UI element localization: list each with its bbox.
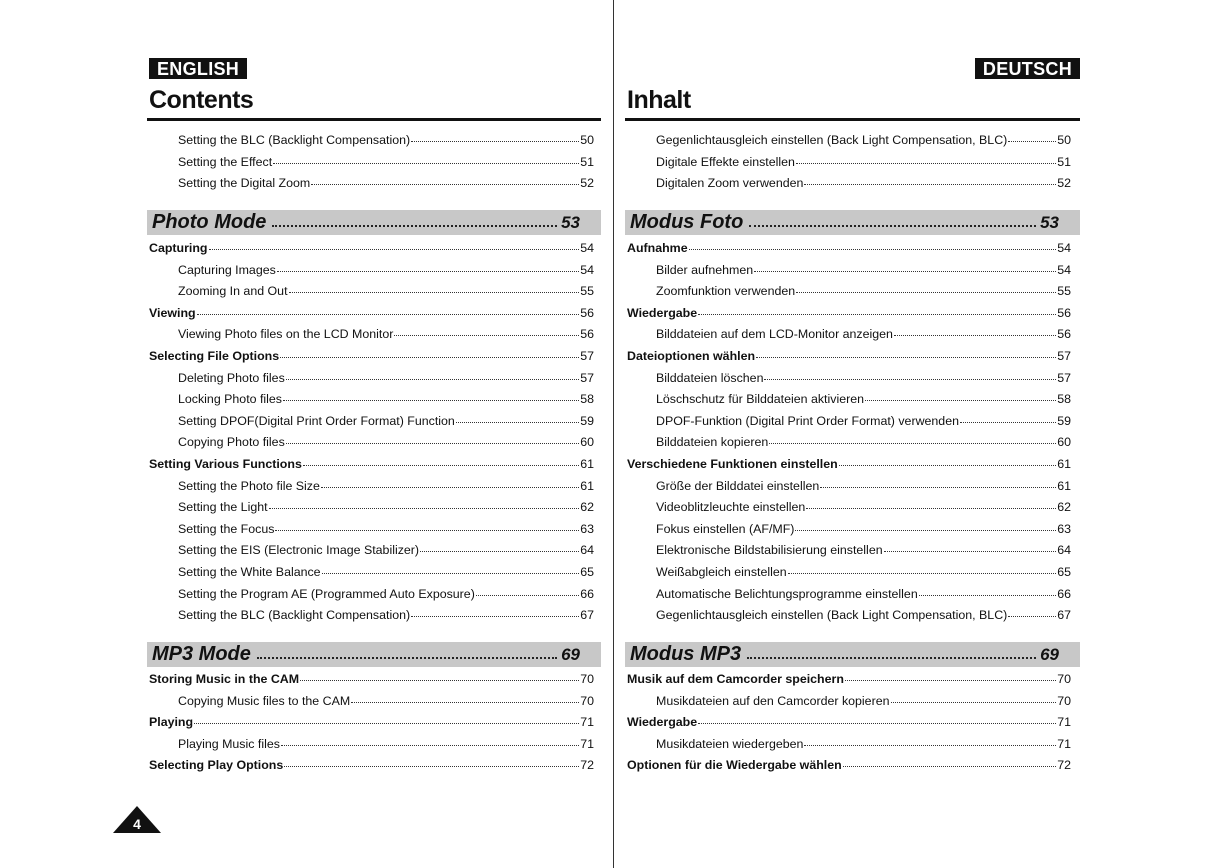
section-header-modus-mp3[interactable] xyxy=(625,642,1080,667)
toc-entry-text: DPOF-Funktion (Digital Print Order Format) verwenden xyxy=(656,413,959,428)
toc-entry-page: 50 xyxy=(580,133,594,147)
dot-leader xyxy=(257,657,557,659)
toc-entry-sub[interactable] xyxy=(149,605,594,627)
toc-entry-page: 71 xyxy=(1057,715,1071,730)
toc-entry-page: 62 xyxy=(1057,500,1071,515)
toc-entry-page: 54 xyxy=(580,241,594,255)
toc-entry-sub[interactable] xyxy=(149,324,594,346)
toc-entry-main[interactable] xyxy=(627,346,1071,368)
dot-leader xyxy=(300,680,579,681)
toc-entry-text: Bilder aufnehmen xyxy=(656,262,754,277)
toc-list xyxy=(627,669,1071,777)
toc-entry-page: 57 xyxy=(1057,348,1071,363)
toc-entry-text: Setting the Digital Zoom xyxy=(178,176,311,191)
dot-leader xyxy=(281,745,579,746)
dot-leader xyxy=(411,141,579,142)
toc-entry-main[interactable] xyxy=(149,669,594,691)
toc-entry-page: 52 xyxy=(1057,176,1071,191)
dot-leader xyxy=(960,422,1056,423)
toc-entry-text: Digitale Effekte einstellen xyxy=(656,154,795,169)
section-title: Modus MP3 xyxy=(630,643,742,665)
toc-entry-page: 65 xyxy=(1057,564,1071,579)
toc-entry-page: 51 xyxy=(1057,154,1071,169)
toc-entry-sub[interactable] xyxy=(627,324,1071,346)
toc-entry-page: 71 xyxy=(580,715,594,730)
toc-entry-text: Löschschutz für Bilddateien aktivieren xyxy=(656,392,865,407)
toc-entry-page: 57 xyxy=(580,370,594,385)
dot-leader xyxy=(796,292,1056,293)
section-header-mp3-mode[interactable] xyxy=(147,642,601,667)
toc-entry-page: 56 xyxy=(580,305,594,320)
dot-leader xyxy=(269,508,580,509)
dot-leader xyxy=(197,314,580,315)
dot-leader xyxy=(456,422,579,423)
toc-entry-sub[interactable] xyxy=(627,389,1071,411)
toc-list xyxy=(627,238,1071,627)
toc-entry-main[interactable] xyxy=(627,712,1071,734)
dot-leader xyxy=(275,530,579,531)
toc-entry-text: Automatische Belichtungsprogramme einstellen xyxy=(656,586,918,601)
toc-entry-text: Locking Photo files xyxy=(178,392,283,407)
dot-leader xyxy=(839,465,1057,466)
toc-entry-page: 63 xyxy=(1057,521,1071,536)
toc-entry-text: Bilddateien löschen xyxy=(656,370,764,385)
dot-leader xyxy=(689,249,1057,250)
dot-leader xyxy=(411,616,579,617)
toc-entry-sub[interactable] xyxy=(627,497,1071,519)
dot-leader xyxy=(891,702,1057,703)
toc-entry-page: 50 xyxy=(1057,133,1071,147)
column-divider xyxy=(613,0,614,868)
dot-leader xyxy=(286,379,579,380)
toc-entry-text: Setting the Program AE (Programmed Auto Exposure) xyxy=(178,586,475,601)
toc-entry-page: 61 xyxy=(1057,456,1071,471)
toc-entry-sub[interactable] xyxy=(149,152,594,174)
toc-entry-text: Elektronische Bildstabilisierung einstellen xyxy=(656,543,883,558)
toc-entry-page: 58 xyxy=(580,392,594,407)
toc-entry-page: 65 xyxy=(580,564,594,579)
section-page: 53 xyxy=(1040,212,1059,232)
page-number-marker xyxy=(113,806,161,834)
toc-entry-page: 70 xyxy=(1057,672,1071,686)
toc-entry-text: Musik auf dem Camcorder speichern xyxy=(627,672,844,686)
toc-entry-text: Setting the Photo file Size xyxy=(178,478,320,493)
toc-entry-main[interactable] xyxy=(627,669,1071,691)
toc-entry-page: 72 xyxy=(1057,758,1071,773)
toc-entry-page: 54 xyxy=(1057,241,1071,255)
dot-leader xyxy=(919,595,1056,596)
toc-entry-text: Viewing Photo files on the LCD Monitor xyxy=(178,327,394,342)
toc-entry-page: 71 xyxy=(1057,736,1071,751)
toc-entry-sub[interactable] xyxy=(149,476,594,498)
dot-leader xyxy=(351,702,579,703)
toc-entry-page: 71 xyxy=(580,736,594,751)
toc-entry-main[interactable] xyxy=(149,346,594,368)
dot-leader xyxy=(321,487,579,488)
dot-leader xyxy=(273,163,579,164)
toc-entry-main[interactable] xyxy=(149,712,594,734)
toc-list xyxy=(627,130,1071,195)
dot-leader xyxy=(394,335,579,336)
toc-entry-page: 61 xyxy=(1057,478,1071,493)
section-header-modus-foto[interactable] xyxy=(625,210,1080,235)
toc-entry-sub[interactable] xyxy=(149,281,594,303)
toc-entry-main[interactable] xyxy=(149,238,594,260)
dot-leader xyxy=(894,335,1056,336)
toc-entry-sub[interactable] xyxy=(627,368,1071,390)
toc-entry-sub[interactable] xyxy=(149,584,594,606)
toc-entry-sub[interactable] xyxy=(627,734,1071,756)
toc-entry-text: Aufnahme xyxy=(627,241,688,255)
toc-entry-text: Wiedergabe xyxy=(627,305,698,320)
toc-entry-sub[interactable] xyxy=(149,260,594,282)
section-page: 53 xyxy=(561,212,580,232)
toc-list xyxy=(149,238,594,627)
toc-entry-text: Copying Music files to the CAM xyxy=(178,693,351,708)
toc-entry-text: Setting the EIS (Electronic Image Stabilizer) xyxy=(178,543,420,558)
dot-leader xyxy=(806,508,1056,509)
toc-entry-text: Capturing Images xyxy=(178,262,276,277)
page-title-inhalt: Inhalt xyxy=(627,86,691,114)
toc-entry-main[interactable] xyxy=(627,303,1071,325)
section-header-photo-mode[interactable] xyxy=(147,210,601,235)
toc-entry-text: Dateioptionen wählen xyxy=(627,348,756,363)
toc-entry-page: 55 xyxy=(580,284,594,299)
toc-entry-page: 61 xyxy=(580,478,594,493)
toc-entry-text: Playing Music files xyxy=(178,736,280,751)
dot-leader xyxy=(820,487,1056,488)
toc-entry-text: Musikdateien wiedergeben xyxy=(656,736,804,751)
section-page: 69 xyxy=(561,644,580,664)
toc-entry-page: 61 xyxy=(580,456,594,471)
toc-entry-page: 57 xyxy=(1057,370,1071,385)
toc-entry-sub[interactable] xyxy=(149,497,594,519)
dot-leader xyxy=(698,314,1056,315)
toc-entry-sub[interactable] xyxy=(627,260,1071,282)
title-rule xyxy=(147,118,601,121)
toc-entry-text: Größe der Bilddatei einstellen xyxy=(656,478,820,493)
toc-entry-sub[interactable] xyxy=(627,411,1071,433)
dot-leader xyxy=(283,400,579,401)
toc-entry-text: Playing xyxy=(149,715,194,730)
toc-entry-main[interactable] xyxy=(627,454,1071,476)
toc-entry-text: Digitalen Zoom verwenden xyxy=(656,176,804,191)
title-rule xyxy=(625,118,1080,121)
section-title: MP3 Mode xyxy=(152,643,251,665)
toc-entry-page: 70 xyxy=(580,693,594,708)
toc-entry-sub[interactable] xyxy=(627,519,1071,541)
toc-entry-main[interactable] xyxy=(149,755,594,777)
toc-entry-text: Verschiedene Funktionen einstellen xyxy=(627,456,838,471)
dot-leader xyxy=(420,551,579,552)
toc-entry-sub[interactable] xyxy=(627,540,1071,562)
dot-leader xyxy=(756,357,1056,358)
toc-entry-text: Setting the Focus xyxy=(178,521,275,536)
dot-leader xyxy=(769,443,1056,444)
toc-entry-sub[interactable] xyxy=(627,152,1071,174)
toc-entry-page: 70 xyxy=(1057,693,1071,708)
language-badge-deutsch: DEUTSCH xyxy=(975,58,1080,79)
toc-entry-text: Selecting File Options xyxy=(149,348,280,363)
dot-leader xyxy=(284,766,579,767)
toc-entry-sub[interactable] xyxy=(627,584,1071,606)
toc-entry-text: Fokus einstellen (AF/MF) xyxy=(656,521,795,536)
dot-leader xyxy=(749,225,1036,227)
toc-entry-sub[interactable] xyxy=(627,173,1071,195)
dot-leader xyxy=(884,551,1057,552)
dot-leader xyxy=(289,292,580,293)
toc-entry-text: Zoomfunktion verwenden xyxy=(656,284,796,299)
toc-entry-sub[interactable] xyxy=(627,476,1071,498)
section-page: 69 xyxy=(1040,644,1059,664)
toc-entry-sub[interactable] xyxy=(149,389,594,411)
toc-entry-page: 66 xyxy=(1057,586,1071,601)
toc-entry-page: 72 xyxy=(580,758,594,773)
toc-entry-text: Setting Various Functions xyxy=(149,456,302,471)
toc-entry-text: Storing Music in the CAM xyxy=(149,672,300,686)
toc-entry-sub[interactable] xyxy=(149,368,594,390)
dot-leader xyxy=(194,723,579,724)
toc-entry-sub[interactable] xyxy=(149,691,594,713)
toc-entry-sub[interactable] xyxy=(149,130,594,152)
page-number: 4 xyxy=(133,816,141,832)
dot-leader xyxy=(1008,616,1056,617)
dot-leader xyxy=(277,271,579,272)
dot-leader xyxy=(747,657,1036,659)
toc-entry-sub[interactable] xyxy=(149,411,594,433)
dot-leader xyxy=(764,379,1056,380)
toc-entry-page: 60 xyxy=(1057,435,1071,450)
toc-entry-main[interactable] xyxy=(627,238,1071,260)
dot-leader xyxy=(280,357,579,358)
toc-entry-page: 56 xyxy=(580,327,594,342)
toc-entry-text: Gegenlichtausgleich einstellen (Back Light Compensation, BLC) xyxy=(656,133,1008,147)
toc-list xyxy=(149,130,594,195)
page-title-contents: Contents xyxy=(149,86,254,114)
dot-leader xyxy=(311,184,579,185)
dot-leader xyxy=(286,443,579,444)
toc-entry-page: 64 xyxy=(580,543,594,558)
toc-entry-sub[interactable] xyxy=(149,173,594,195)
toc-entry-main[interactable] xyxy=(149,454,594,476)
dot-leader xyxy=(843,766,1057,767)
toc-entry-text: Deleting Photo files xyxy=(178,370,285,385)
toc-entry-page: 67 xyxy=(1057,608,1071,623)
dot-leader xyxy=(865,400,1056,401)
toc-entry-page: 51 xyxy=(580,154,594,169)
toc-entry-main[interactable] xyxy=(627,755,1071,777)
language-badge-english: ENGLISH xyxy=(149,58,247,79)
toc-entry-sub[interactable] xyxy=(149,562,594,584)
toc-entry-sub[interactable] xyxy=(149,519,594,541)
toc-entry-page: 56 xyxy=(1057,327,1071,342)
toc-entry-sub[interactable] xyxy=(149,540,594,562)
toc-entry-main[interactable] xyxy=(149,303,594,325)
dot-leader xyxy=(1008,141,1056,142)
toc-entry-page: 60 xyxy=(580,435,594,450)
toc-entry-page: 56 xyxy=(1057,305,1071,320)
toc-entry-text: Weißabgleich einstellen xyxy=(656,564,787,579)
dot-leader xyxy=(476,595,579,596)
toc-entry-text: Selecting Play Options xyxy=(149,758,284,773)
dot-leader xyxy=(272,225,557,227)
toc-entry-text: Setting the Effect xyxy=(178,154,273,169)
dot-leader xyxy=(804,184,1056,185)
toc-entry-text: Setting the BLC (Backlight Compensation) xyxy=(178,608,411,623)
toc-entry-text: Optionen für die Wiedergabe wählen xyxy=(627,758,842,773)
toc-entry-page: 62 xyxy=(580,500,594,515)
toc-entry-page: 59 xyxy=(580,413,594,428)
dot-leader xyxy=(795,530,1056,531)
toc-list xyxy=(149,669,594,777)
dot-leader xyxy=(698,723,1056,724)
toc-entry-text: Musikdateien auf den Camcorder kopieren xyxy=(656,693,890,708)
toc-entry-text: Gegenlichtausgleich einstellen (Back Light Compensation, BLC) xyxy=(656,608,1008,623)
toc-entry-page: 63 xyxy=(580,521,594,536)
dot-leader xyxy=(209,249,580,250)
toc-entry-text: Bilddateien kopieren xyxy=(656,435,769,450)
toc-entry-page: 54 xyxy=(1057,262,1071,277)
toc-entry-text: Setting the White Balance xyxy=(178,564,321,579)
toc-entry-page: 67 xyxy=(580,608,594,623)
toc-entry-page: 52 xyxy=(580,176,594,191)
toc-entry-text: Zooming In and Out xyxy=(178,284,288,299)
toc-entry-page: 59 xyxy=(1057,413,1071,428)
toc-entry-page: 66 xyxy=(580,586,594,601)
toc-entry-text: Videoblitzleuchte einstellen xyxy=(656,500,806,515)
toc-entry-sub[interactable] xyxy=(627,281,1071,303)
section-title: Photo Mode xyxy=(152,211,267,233)
toc-entry-page: 64 xyxy=(1057,543,1071,558)
toc-entry-text: Setting the Light xyxy=(178,500,268,515)
toc-entry-sub[interactable] xyxy=(149,734,594,756)
toc-entry-page: 58 xyxy=(1057,392,1071,407)
toc-entry-text: Setting the BLC (Backlight Compensation) xyxy=(178,133,411,147)
toc-entry-page: 70 xyxy=(580,672,594,686)
toc-entry-page: 57 xyxy=(580,348,594,363)
toc-entry-text: Copying Photo files xyxy=(178,435,285,450)
toc-entry-text: Bilddateien auf dem LCD-Monitor anzeigen xyxy=(656,327,893,342)
toc-entry-sub[interactable] xyxy=(149,432,594,454)
dot-leader xyxy=(754,271,1056,272)
toc-entry-page: 54 xyxy=(580,262,594,277)
toc-entry-text: Viewing xyxy=(149,305,196,320)
toc-entry-text: Setting DPOF(Digital Print Order Format) Function xyxy=(178,413,455,428)
toc-entry-sub[interactable] xyxy=(627,691,1071,713)
dot-leader xyxy=(788,573,1057,574)
toc-entry-sub[interactable] xyxy=(627,130,1071,152)
section-title: Modus Foto xyxy=(630,211,744,233)
toc-entry-sub[interactable] xyxy=(627,562,1071,584)
toc-entry-text: Capturing xyxy=(149,241,208,255)
dot-leader xyxy=(303,465,579,466)
dot-leader xyxy=(804,745,1056,746)
dot-leader xyxy=(845,680,1056,681)
toc-entry-page: 55 xyxy=(1057,284,1071,299)
toc-entry-sub[interactable] xyxy=(627,605,1071,627)
toc-entry-sub[interactable] xyxy=(627,432,1071,454)
toc-entry-text: Wiedergabe xyxy=(627,715,698,730)
dot-leader xyxy=(322,573,580,574)
dot-leader xyxy=(796,163,1056,164)
